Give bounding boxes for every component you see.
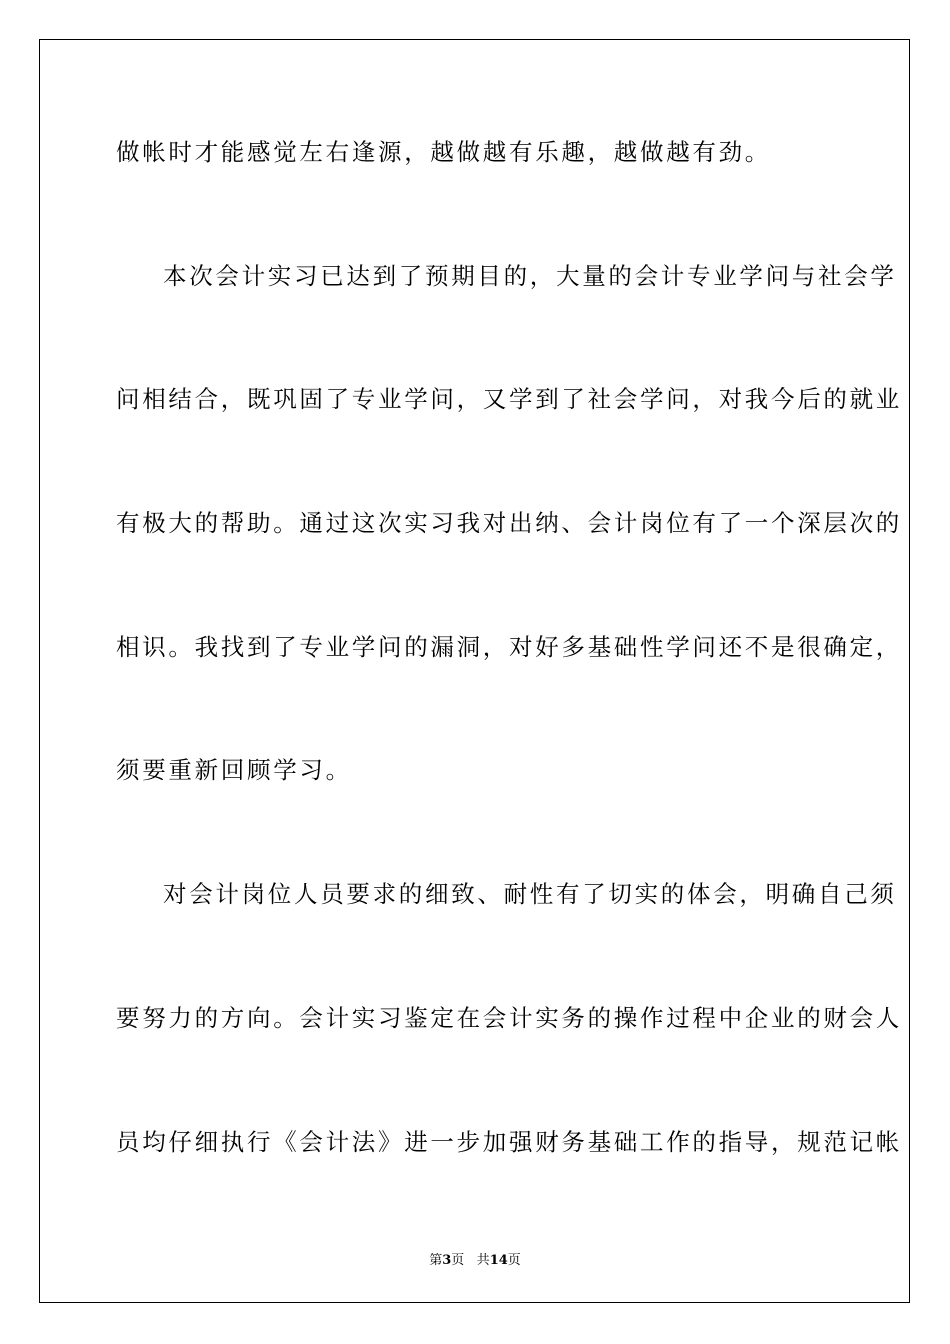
text-line-6: 须要重新回顾学习。 — [116, 756, 352, 784]
footer-total-suffix: 页 — [507, 1253, 521, 1268]
footer-total-pages: 14 — [489, 1253, 508, 1268]
text-line-5: 相识。我找到了专业学问的漏洞，对好多基础性学问还不是很确定， — [116, 633, 902, 661]
footer-page-suffix: 页 — [451, 1253, 465, 1268]
page-footer — [0, 1249, 950, 1268]
text-line-2: 本次会计实习已达到了预期目的，大量的会计专业学问与社会学 — [163, 262, 897, 290]
text-line-1: 做帐时才能感觉左右逢源，越做越有乐趣，越做越有劲。 — [116, 138, 771, 166]
footer-current-page: 3 — [442, 1253, 452, 1268]
footer-total-prefix: 共 — [476, 1253, 490, 1268]
text-line-9: 员均仔细执行《会计法》进一步加强财务基础工作的指导，规范记帐 — [116, 1128, 902, 1156]
text-line-7: 对会计岗位人员要求的细致、耐性有了切实的体会，明确自己须 — [163, 880, 897, 908]
text-line-3: 问相结合，既巩固了专业学问，又学到了社会学问，对我今后的就业 — [116, 385, 902, 413]
text-line-8: 要努力的方向。会计实习鉴定在会计实务的操作过程中企业的财会人 — [116, 1004, 902, 1032]
footer-prefix: 第 — [429, 1253, 443, 1268]
text-line-4: 有极大的帮助。通过这次实习我对出纳、会计岗位有了一个深层次的 — [116, 509, 902, 537]
page-frame — [39, 39, 910, 1303]
